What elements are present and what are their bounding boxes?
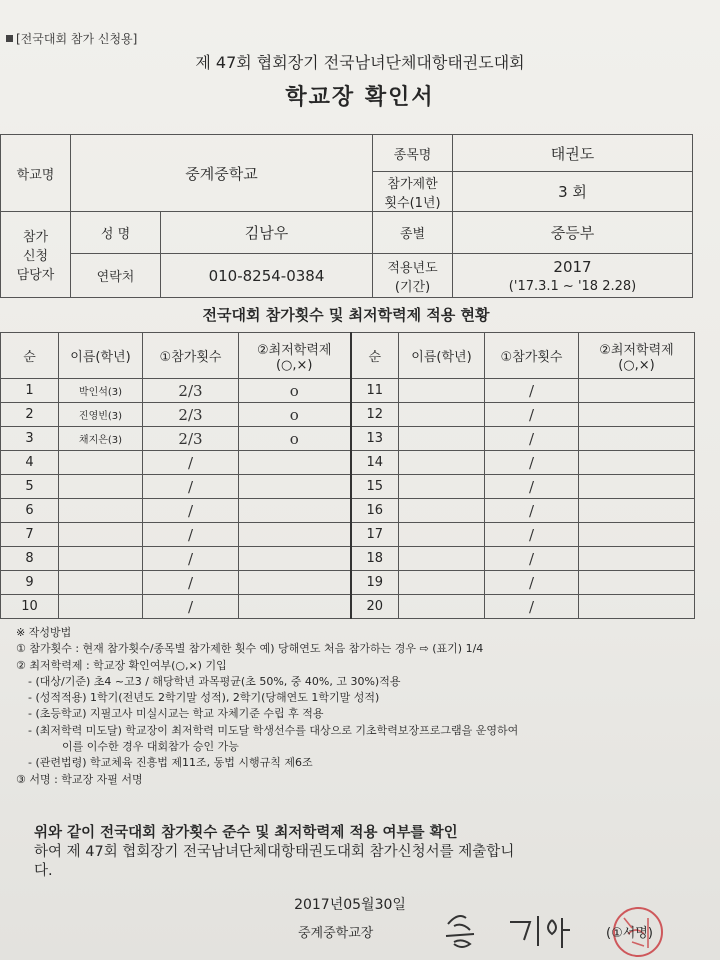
row-number: 13: [351, 427, 399, 451]
instructions: [16, 625, 706, 788]
header-count: ①참가횟수: [485, 333, 579, 379]
manager-label: 참가 신청 담당자: [1, 212, 71, 298]
name-value: 김남우: [161, 212, 373, 254]
row-number: 18: [351, 547, 399, 571]
row-number: 1: [1, 379, 59, 403]
table-row: [1, 499, 695, 523]
signature-label: (①서명): [606, 926, 653, 941]
participation-count-cell: /: [143, 451, 239, 475]
year-label: 적용년도 (기간): [373, 254, 453, 298]
row-number: 4: [1, 451, 59, 475]
instruction-line: ③ 서명 : 학교장 자필 서명: [16, 772, 143, 786]
student-name-cell: [59, 475, 143, 499]
participation-count-cell: 2/3: [143, 379, 239, 403]
min-level-cell: [239, 595, 351, 619]
min-level-cell: [579, 403, 695, 427]
participation-count-cell: /: [143, 547, 239, 571]
student-name-cell: [399, 523, 485, 547]
student-name-cell: 진영빈(3): [59, 403, 143, 427]
min-level-cell: [579, 427, 695, 451]
row-number: 7: [1, 523, 59, 547]
table-row: [1, 451, 695, 475]
table-row: [1, 595, 695, 619]
student-name-cell: [59, 499, 143, 523]
row-number: 16: [351, 499, 399, 523]
header-no: 순: [351, 333, 399, 379]
instruction-line: - (관련법령) 학교체육 진흥법 제11조, 동법 시행규칙 제6조: [28, 756, 313, 770]
student-name-cell: [59, 523, 143, 547]
document-title: 학교장 확인서: [285, 85, 435, 110]
row-number: 15: [351, 475, 399, 499]
event-label: 종목명: [373, 135, 453, 172]
min-level-cell: [239, 499, 351, 523]
participation-count-cell: /: [485, 403, 579, 427]
confirmation-line: 다.: [34, 863, 53, 879]
division-value: 중등부: [453, 212, 693, 254]
table-row: [1, 379, 695, 403]
square-bullet-icon: [6, 35, 13, 42]
student-name-cell: [399, 547, 485, 571]
participation-count-cell: /: [485, 451, 579, 475]
student-name-cell: [399, 403, 485, 427]
participation-count-cell: /: [485, 571, 579, 595]
participation-count-cell: /: [143, 523, 239, 547]
competition-subtitle: 제 47회 협회장기 전국남녀단체대항태권도대회: [195, 53, 525, 72]
row-number: 14: [351, 451, 399, 475]
instruction-line: - (대상/기준) 초4 ~고3 / 해당학년 과목평균(초 50%, 중 40%, 고 30%)적용: [28, 674, 401, 688]
header-min-level: ②최저학력제 (○,×): [579, 333, 695, 379]
min-level-cell: [579, 523, 695, 547]
year-value: 2017 ('17.3.1 ~ '18 2.28): [453, 254, 693, 298]
instruction-line: - (성적적용) 1학기(전년도 2학기말 성적), 2학기(당해연도 1학기말 성적): [28, 691, 380, 705]
info-table: [0, 134, 693, 298]
student-name-cell: [399, 451, 485, 475]
student-name-cell: [59, 595, 143, 619]
min-level-cell: [239, 451, 351, 475]
participation-count-cell: /: [143, 475, 239, 499]
instruction-line: - (최저학력 미도달) 학교장이 최저학력 미도달 학생선수를 대상으로 기초학력보장프로그램을 운영하여: [28, 723, 519, 737]
participation-count-cell: /: [143, 571, 239, 595]
min-level-cell: [239, 523, 351, 547]
student-name-cell: [59, 571, 143, 595]
min-level-cell: [579, 379, 695, 403]
student-name-cell: [399, 379, 485, 403]
student-name-cell: [59, 451, 143, 475]
student-name-cell: 박인석(3): [59, 379, 143, 403]
student-name-cell: [399, 571, 485, 595]
row-number: 17: [351, 523, 399, 547]
header-no: 순: [1, 333, 59, 379]
participation-count-cell: /: [485, 547, 579, 571]
participation-count-cell: /: [485, 427, 579, 451]
form-label: [전국대회 참가 신청용]: [6, 30, 137, 47]
min-level-cell: o: [239, 403, 351, 427]
header-name: 이름(학년): [399, 333, 485, 379]
min-level-cell: [239, 475, 351, 499]
participation-count-cell: /: [143, 499, 239, 523]
min-level-cell: [579, 499, 695, 523]
row-number: 19: [351, 571, 399, 595]
student-name-cell: [399, 427, 485, 451]
row-number: 3: [1, 427, 59, 451]
instruction-line: 이를 이수한 경우 대회참가 승인 가능: [62, 740, 239, 754]
contact-label: 연락처: [71, 254, 161, 298]
table-row: [1, 403, 695, 427]
row-number: 6: [1, 499, 59, 523]
event-value: 태권도: [453, 135, 693, 172]
student-name-cell: 채지은(3): [59, 427, 143, 451]
row-number: 9: [1, 571, 59, 595]
participation-count-cell: /: [485, 499, 579, 523]
signing-date: 2017년05월30일: [294, 897, 406, 913]
confirmation-line: 위와 같이 전국대회 참가횟수 준수 및 최저학력제 적용 여부를 확인: [34, 825, 458, 841]
participation-count-cell: /: [485, 595, 579, 619]
student-name-cell: [399, 499, 485, 523]
name-label: 성 명: [71, 212, 161, 254]
row-number: 8: [1, 547, 59, 571]
header-name: 이름(학년): [59, 333, 143, 379]
min-level-cell: [579, 475, 695, 499]
min-level-cell: [579, 451, 695, 475]
limit-value: 3 회: [453, 172, 693, 212]
confirmation-text: [34, 824, 684, 881]
participation-count-cell: /: [485, 379, 579, 403]
contact-value: 010-8254-0384: [161, 254, 373, 298]
row-number: 5: [1, 475, 59, 499]
participation-count-cell: /: [143, 595, 239, 619]
header-min-level: ②최저학력제 (○,×): [239, 333, 351, 379]
row-number: 20: [351, 595, 399, 619]
row-number: 11: [351, 379, 399, 403]
participation-count-cell: 2/3: [143, 403, 239, 427]
table-row: [1, 427, 695, 451]
student-name-cell: [399, 475, 485, 499]
status-table: [0, 332, 695, 619]
min-level-cell: [239, 547, 351, 571]
section-title: 전국대회 참가횟수 및 최저학력제 적용 현황: [202, 306, 490, 324]
instruction-line: ② 최저학력제 : 학교장 확인여부(○,×) 기입: [16, 658, 227, 672]
row-number: 2: [1, 403, 59, 427]
table-row: [1, 475, 695, 499]
min-level-cell: [579, 595, 695, 619]
handwritten-signature: [440, 904, 600, 954]
student-name-cell: [59, 547, 143, 571]
min-level-cell: [579, 547, 695, 571]
confirmation-line: 하여 제 47회 협회장기 전국남녀단체대항태권도대회 참가신청서를 제출합니: [34, 844, 515, 860]
instruction-line: ① 참가횟수 : 현재 참가횟수/종목별 참가제한 횟수 예) 당해연도 처음 참가하는 경우 ⇨ (표기) 1/4: [16, 642, 484, 656]
table-row: [1, 571, 695, 595]
principal-title: 중계중학교장: [298, 926, 374, 941]
division-label: 종별: [373, 212, 453, 254]
school-value: 중계중학교: [71, 135, 373, 212]
min-level-cell: [579, 571, 695, 595]
header-count: ①참가횟수: [143, 333, 239, 379]
participation-count-cell: /: [485, 475, 579, 499]
student-name-cell: [399, 595, 485, 619]
min-level-cell: o: [239, 379, 351, 403]
row-number: 12: [351, 403, 399, 427]
table-row: [1, 523, 695, 547]
instructions-heading: ※ 작성방법: [16, 626, 72, 639]
status-table-body: [1, 379, 695, 619]
school-label: 학교명: [1, 135, 71, 212]
participation-count-cell: /: [485, 523, 579, 547]
min-level-cell: [239, 571, 351, 595]
min-level-cell: o: [239, 427, 351, 451]
table-row: [1, 547, 695, 571]
participation-count-cell: 2/3: [143, 427, 239, 451]
limit-label: 참가제한 횟수(1년): [373, 172, 453, 212]
instruction-line: - (초등학교) 지필고사 미실시교는 학교 자체기준 수립 후 적용: [28, 707, 324, 721]
row-number: 10: [1, 595, 59, 619]
